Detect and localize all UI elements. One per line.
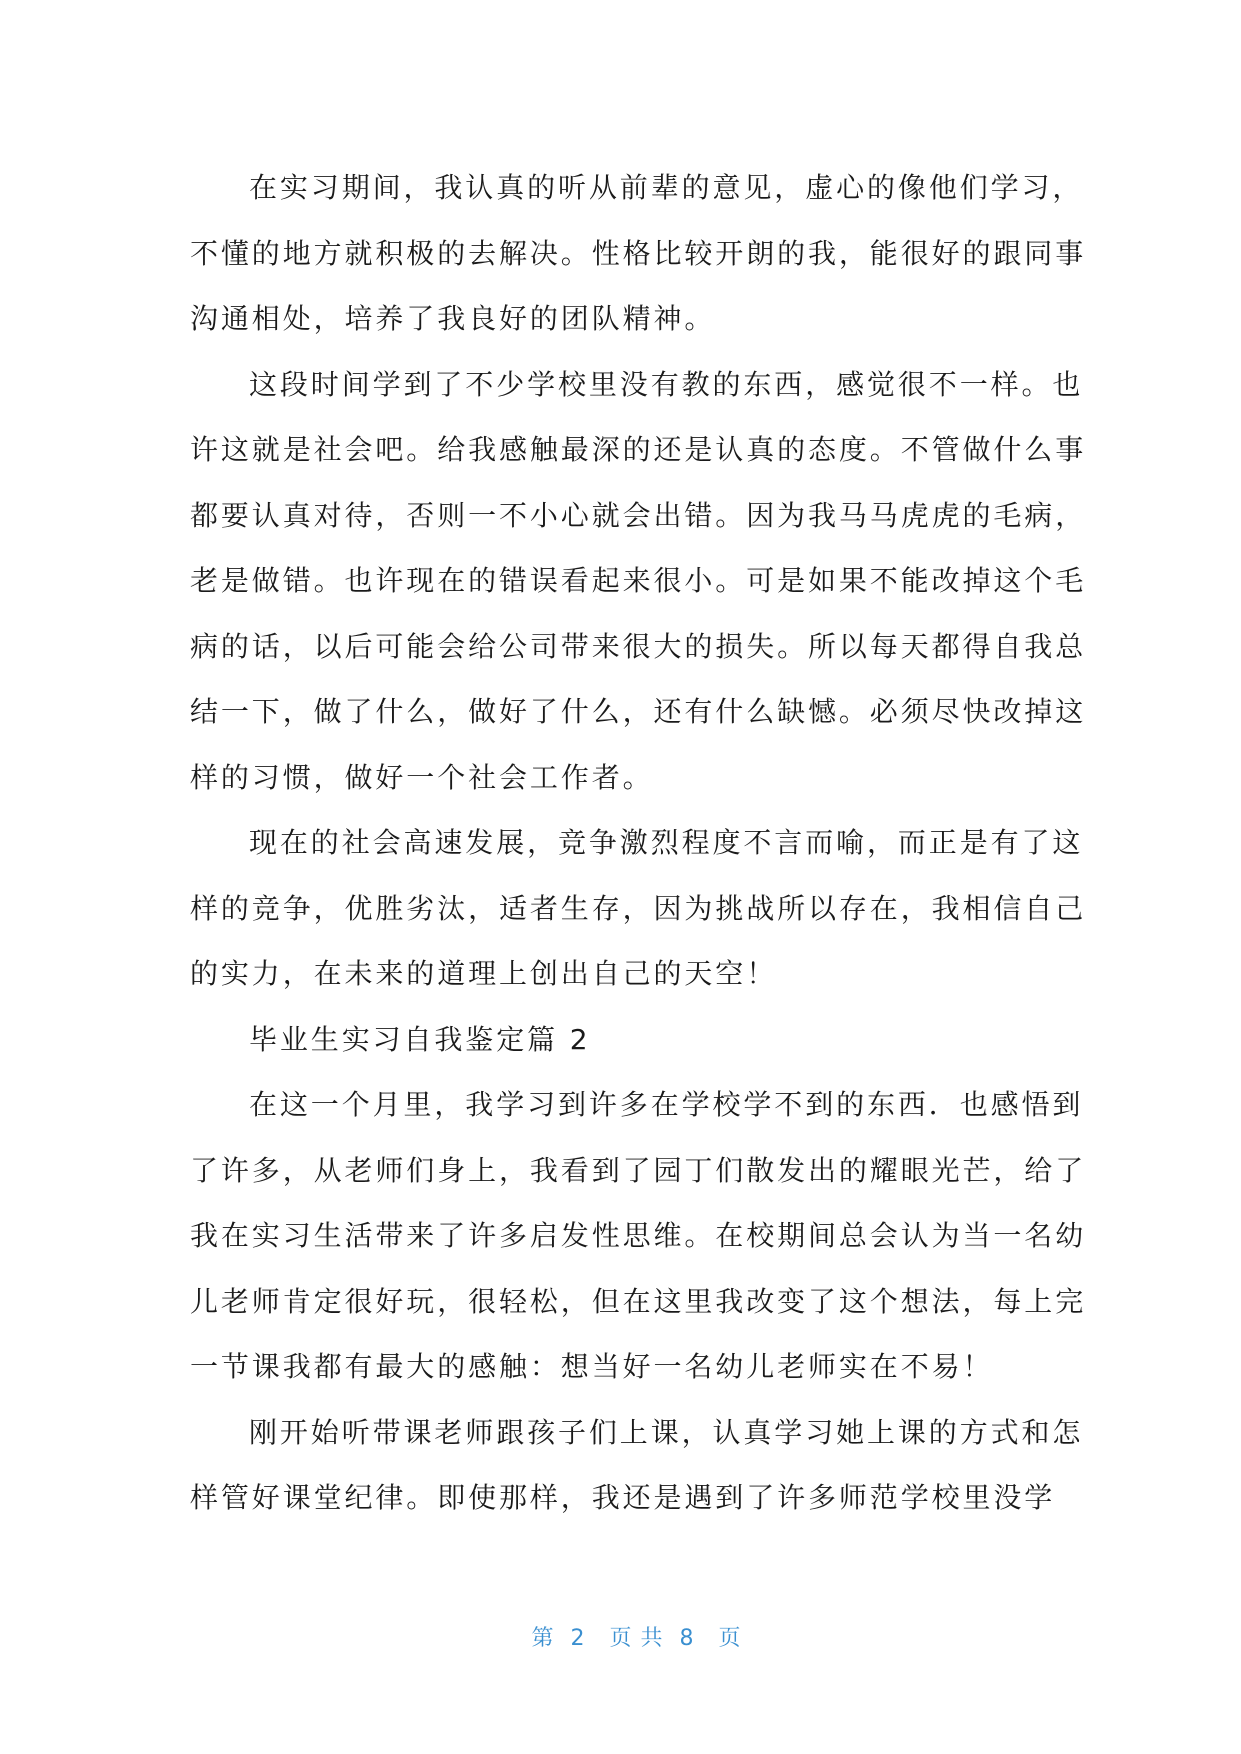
text-line: 样的习惯，做好一个社会工作者。 <box>190 760 654 794</box>
text-line: 样管好课堂纪律。即使那样，我还是遇到了许多师范学校里没学 <box>190 1481 1056 1514</box>
text-line: 沟通相处，培养了我良好的团队精神。 <box>190 302 716 335</box>
text-line: 刚开始听带课老师跟孩子们上课，认真学习她上课的方式和怎 <box>249 1415 1084 1449</box>
text-line: 不懂的地方就积极的去解决。性格比较开朗的我，能很好的跟同事 <box>190 236 1087 270</box>
text-line: 在这一个月里，我学习到许多在学校学不到的东西．也感悟到 <box>249 1088 1084 1121</box>
text-line: 病的话，以后可能会给公司带来很大的损失。所以每天都得自我总 <box>190 629 1087 663</box>
text-line: 老是做错。也许现在的错误看起来很小。可是如果不能改掉这个毛 <box>190 564 1087 597</box>
text-line: 在实习期间，我认真的听从前辈的意见，虚心的像他们学习， <box>249 171 1084 204</box>
paragraph-2 <box>190 352 1087 811</box>
text-line: 许这就是社会吧。给我感触最深的还是认真的态度。不管做什么事 <box>190 433 1087 466</box>
text-line: 一节课我都有最大的感触：想当好一名幼儿老师实在不易！ <box>190 1350 994 1383</box>
section-heading <box>190 1007 1050 1073</box>
text-line: 儿老师肯定很好玩，很轻松，但在这里我改变了这个想法，每上完 <box>190 1284 1087 1318</box>
text-line: 结一下，做了什么，做好了什么，还有什么缺憾。必须尽快改掉这 <box>190 695 1087 728</box>
paragraph-3 <box>190 810 1087 1007</box>
paragraph-4 <box>190 1072 1087 1400</box>
page-footer <box>0 1596 1241 1677</box>
text-line: 现在的社会高速发展，竞争激烈程度不言而喻，而正是有了这 <box>249 826 1084 859</box>
text-line: 都要认真对待，否则一不小心就会出错。因为我马马虎虎的毛病， <box>190 498 1087 532</box>
page-number: 第 2 页 共 8 页 <box>531 1626 742 1651</box>
text-line: 我在实习生活带来了许多启发性思维。在校期间总会认为当一名幼 <box>190 1219 1087 1252</box>
text-line: 样的竞争，优胜劣汰，适者生存，因为挑战所以存在，我相信自己 <box>190 891 1087 925</box>
section-title: 毕业生实习自我鉴定篇 2 <box>249 1022 591 1056</box>
text-line: 的实力，在未来的道理上创出自己的天空！ <box>190 957 778 990</box>
paragraph-5 <box>190 1400 1084 1531</box>
text-line: 这段时间学到了不少学校里没有教的东西，感觉很不一样。也 <box>249 367 1084 401</box>
paragraph-1 <box>190 155 1087 352</box>
text-line: 了许多，从老师们身上，我看到了园丁们散发出的耀眼光芒，给了 <box>190 1153 1087 1187</box>
document-body <box>190 155 1087 1531</box>
